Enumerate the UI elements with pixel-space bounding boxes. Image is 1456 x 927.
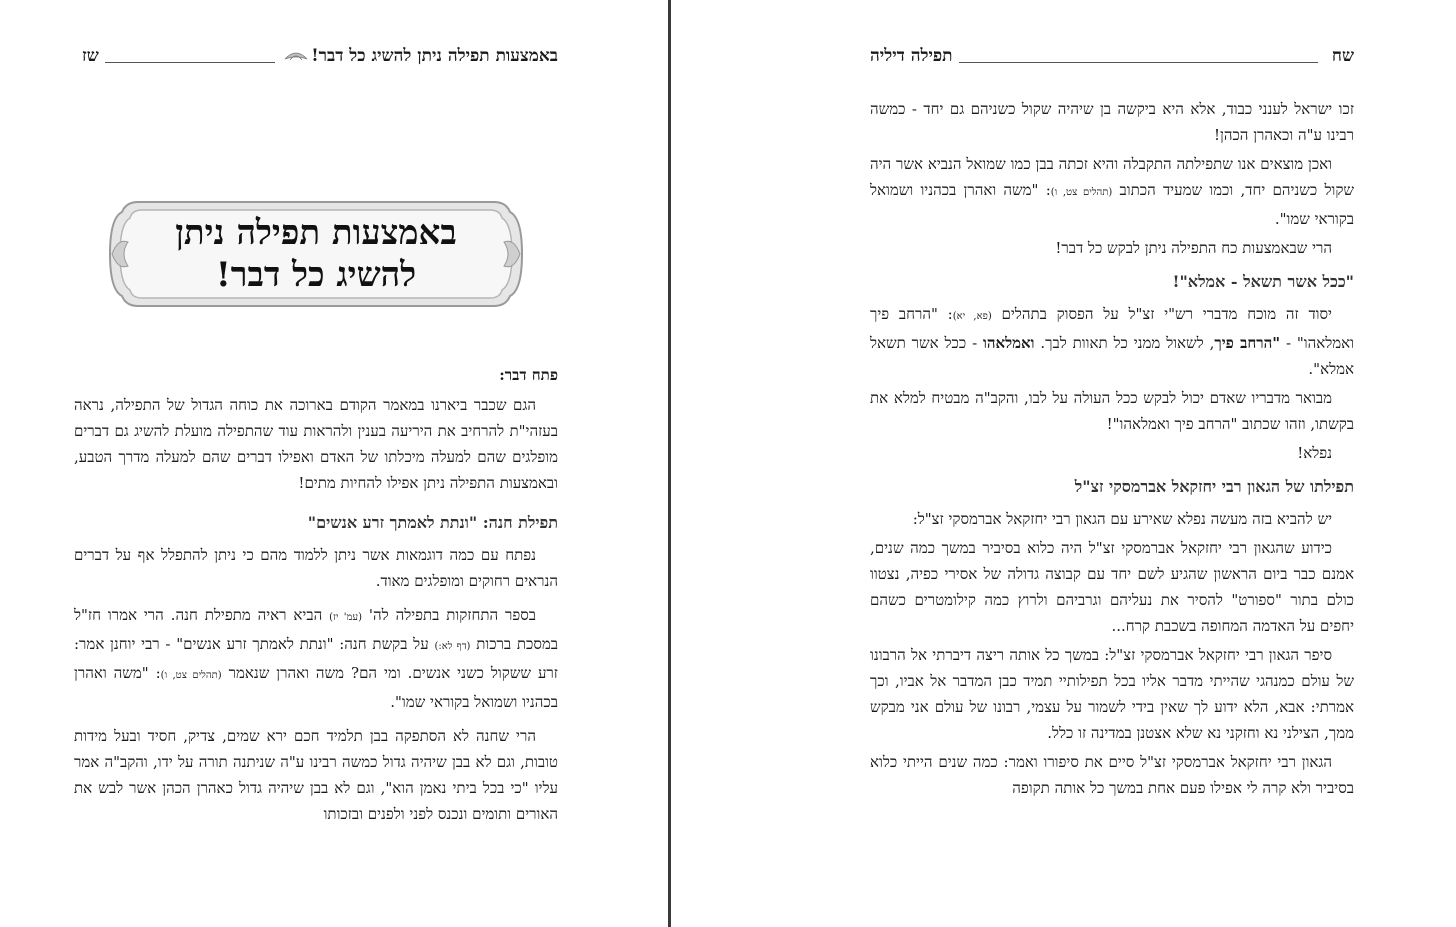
right-header-title: תפילה דיליה [870,46,953,66]
right-paragraph-8: כידוע שהגאון רבי יחזקאל אברמסקי זצ"ל היה כלוא בסיביר במשך כמה שנים, אמנם כבר ביום הראשון שהגיע לשם יחד עם קבוצה גדולה של אסירי כפיה, נצטוו כולם בתור "ספורט" להסיר את נעליהם וגרביהם ולרוץ כמה קילומטרים כשהם יחפים על האדמה המחופה בשכבת קרח... [870,539,1354,635]
para4-text-b: : "הרחב פיך ואמלאהו" - [870,305,1354,352]
left-running-header [74,44,558,68]
para4-text-a: יסוד זה מוכח מדברי רש"י זצ"ל על הפסוק בתהלים [1001,305,1332,323]
right-header-rule [959,50,1318,63]
ask-heading: "ככל אשר תשאל - אמלא"! [1172,272,1354,291]
left-page [74,0,558,927]
left-header-title: באמצעות תפילה ניתן להשיג כל דבר! [311,46,558,66]
left-body [74,356,558,830]
right-paragraph-4 [870,301,1354,382]
para3-ref-3: (תהלים צט, ו) [160,670,222,681]
para4-bold-2: ואמלאהו [983,334,1035,352]
para3-text-c: על בקשת חנה: "ונתת לאמתך זרע אנשים" - רבי יוחנן אמר: זרע ששקול כשני אנשים. ומי הם? משה ואהרן שנאמר [74,635,558,682]
right-page [870,0,1354,927]
right-page-number: שח [1331,46,1354,66]
para4-ref: (פא, יא) [952,311,992,322]
para3-text-d: : "משה ואהרן בכהניו ושמואל בקוראי שמו". [74,664,558,711]
right-paragraph-5: מבואר מדבריו שאדם יכול לבקש ככל העולה על לבו, והקב"ה מבטיח למלא את בקשתו, וזהו שכתוב "הרחב פיך ואמלאהו"! [870,389,1354,433]
para3-text-b: הביא ראיה מתפילת חנה. הרי אמרו חז"ל במסכת ברכות [74,606,558,653]
right-paragraph-2 [870,151,1354,232]
chapter-title-line1: באמצעות תפילה ניתן [175,213,457,253]
right-paragraph-1: זכו ישראל לענני כבוד, אלא היא ביקשה בן שיהיה שקול כשניהם גם יחד - כמשה רבינו ע"ה וכאהרן הכהן! [870,100,1354,144]
right-body [870,96,1354,804]
left-page-number: שז [82,46,99,66]
right-paragraph-7: יש להביא בזה מעשה נפלא שאירע עם הגאון רבי יחזקאל אברמסקי זצ"ל: [912,510,1332,528]
left-paragraph-4: הרי שחנה לא הסתפקה בבן תלמיד חכם ירא שמים, צדיק, חסיד ובעל מידות טובות, וגם לא בבן שיהיה גדול כמשה רבינו ע"ה שניתנה תורה על ידו, והקב"ה אמר עליו "כי בכל ביתי נאמן הוא", וגם לא בבן שיהיה גדול כאהרן הכהן אשר לבש את האורים ותומים ונכנס לפני ולפנים ובזכותו [74,727,558,823]
left-paragraph-3 [74,602,558,715]
right-running-header [870,44,1354,68]
para4-text-d: - ככל אשר תשאל אמלא". [870,334,1354,378]
right-paragraph-10: הגאון רבי יחזקאל אברמסקי זצ"ל סיים את סיפורו ואמר: כמה שנים הייתי כלוא בסיביר ולא קרה לי אפילו פעם אחת במשך כל אותה תקופה [870,753,1354,797]
hannah-heading: תפילת חנה: "ונתת לאמתך זרע אנשים" [307,513,558,532]
right-paragraph-9: סיפר הגאון רבי יחזקאל אברמסקי זצ"ל: במשך כל אותה ריצה דיברתי אל הרבונו של עולם כמנהגי שהייתי מדבר אליו בכל תפילותיי תמיד כבן המדבר אל אביו, וכך אמרתי: אבא, הלא ידוע לך שאין בידי לשמור על עצמי, רבונו של עולם אני מבקש ממך, הצילני נא וחזקני נא שלא אצטנן במדינה זו כלל. [870,646,1354,742]
para2-text-b: : "משה ואהרן בכהניו ושמואל בקוראי שמו". [870,181,1354,228]
para2-text-a: ואכן מוצאים אנו שתפילתה התקבלה והיא זכתה בבן כמו שמואל הנביא אשר היה שקול כשניהם יחד, וכמו שמעיד הכתוב [870,155,1354,199]
para4-bold-1: "הרחב פיך [1214,334,1281,352]
para4-text-c: , לשאול ממני כל תאוות לבך. [1034,334,1215,352]
para3-text-a: בספר התחזקות בתפילה לה' [368,606,536,624]
para3-ref-2: (דף לא:) [434,641,471,652]
leaf-ornament-icon [283,49,309,63]
chapter-title-line2: להשיג כל דבר! [215,255,417,295]
intro-heading: פתח דבר: [499,366,558,384]
chapter-title-banner [108,198,524,310]
rabbi-heading: תפילתו של הגאון רבי יחזקאל אברמסקי זצ"ל [1074,477,1354,496]
para3-ref-1: (עמ' יז) [329,612,362,623]
left-header-rule [105,50,275,63]
left-paragraph-1: הגם שכבר ביארנו במאמר הקודם בארוכה את כוחה הגדול של התפילה, נראה בעזהי"ת להרחיב את היריעה בענין ולהראות עוד שהתפילה מועלת להשיג גם דברים מופלגים שהם למעלה מיכלתו של האדם ואפילו דברים שהם למעלה מדרך הטבע, ובאמצעות התפילה ניתן אפילו להחיות מתים! [74,396,558,492]
page-gutter [668,0,671,927]
para2-ref: (תהלים צט, ו) [1050,187,1113,198]
right-paragraph-6: נפלא! [1297,444,1332,462]
chapter-title [108,212,524,296]
right-paragraph-3: הרי שבאמצעות כח התפילה ניתן לבקש כל דבר! [1055,239,1332,257]
left-paragraph-2: נפתח עם כמה דוגמאות אשר ניתן ללמוד מהם כי ניתן להתפלל אף על דברים הנראים רחוקים ומופלגים מאוד. [74,546,558,590]
